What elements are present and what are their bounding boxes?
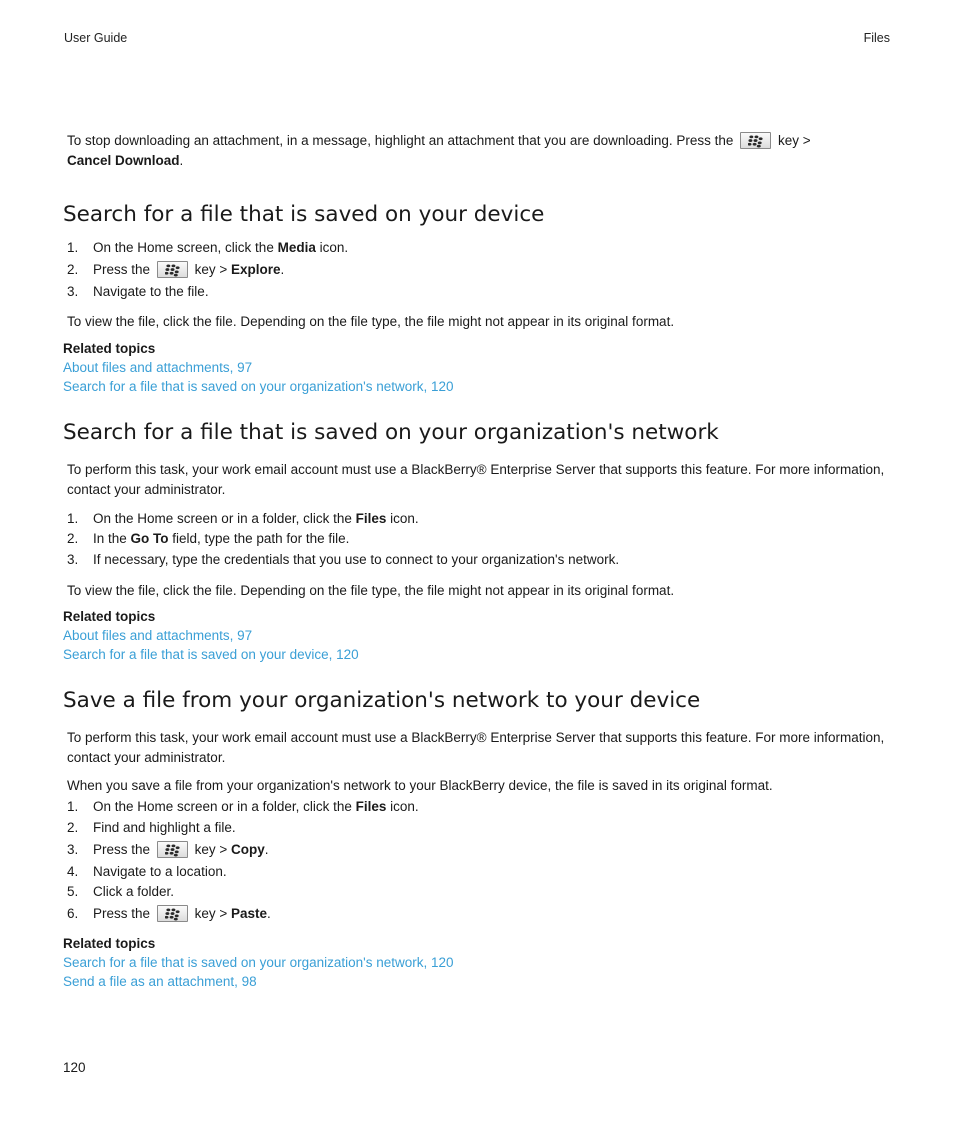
list-item xyxy=(67,882,174,901)
list-item xyxy=(67,509,419,528)
blackberry-menu-key-icon xyxy=(157,905,188,922)
intro-paragraph xyxy=(67,131,887,170)
running-header-right: Files xyxy=(863,31,890,45)
list-item xyxy=(67,529,349,548)
intro-end: . xyxy=(179,152,184,168)
step-text: key > xyxy=(194,906,231,921)
running-header-left: User Guide xyxy=(64,31,128,45)
related-link[interactable]: Search for a file that is saved on your organization's network, 120 xyxy=(63,379,454,394)
note-paragraph: To view the file, click the file. Depending on the file type, the file might not appear in its original format. xyxy=(67,583,675,598)
step-bold: Copy xyxy=(230,842,265,857)
step-number: 2. xyxy=(67,820,79,835)
related-link[interactable]: Search for a file that is saved on your organization's network, 120 xyxy=(63,955,454,970)
step-text: icon. xyxy=(386,799,419,814)
section-title-save-file: Save a file from your organization's network to your device xyxy=(63,688,701,713)
step-text: Find and highlight a file. xyxy=(93,820,236,835)
step-bold: Files xyxy=(355,511,387,526)
related-link[interactable]: Send a file as an attachment, 98 xyxy=(63,974,257,989)
step-bold: Explore xyxy=(230,262,281,277)
step-text: Navigate to a location. xyxy=(93,864,227,879)
list-item xyxy=(67,818,236,837)
list-item xyxy=(67,840,268,859)
step-number: 1. xyxy=(67,799,79,814)
step-text: icon. xyxy=(315,240,349,255)
step-text: key > xyxy=(194,262,231,277)
step-text: Click a folder. xyxy=(93,884,175,899)
step-number: 4. xyxy=(67,864,79,879)
step-text: icon. xyxy=(386,511,419,526)
related-topics-heading: Related topics xyxy=(63,341,156,356)
intro-bold-cancel-download: Cancel Download xyxy=(67,152,180,168)
list-item xyxy=(67,550,619,569)
step-number: 1. xyxy=(67,240,79,255)
info-paragraph: When you save a file from your organization's network to your BlackBerry device, the file is saved in its original format. xyxy=(67,778,773,793)
related-link[interactable]: Search for a file that is saved on your device, 120 xyxy=(63,647,359,662)
step-text: On the Home screen, click the xyxy=(93,240,278,255)
step-number: 1. xyxy=(67,511,79,526)
list-item xyxy=(67,862,227,881)
step-number: 3. xyxy=(67,552,79,567)
note-paragraph: To view the file, click the file. Depending on the file type, the file might not appear in its original format. xyxy=(67,314,675,329)
step-number: 3. xyxy=(67,284,79,299)
related-topics-heading: Related topics xyxy=(63,936,156,951)
step-bold: Go To xyxy=(130,531,169,546)
step-text: Press the xyxy=(93,906,151,921)
step-number: 2. xyxy=(67,531,79,546)
intro-text-key: key > xyxy=(777,133,811,148)
intro-text: To stop downloading an attachment, in a message, highlight an attachment that you are downloading. Press the xyxy=(67,133,734,148)
step-text: In the xyxy=(93,531,131,546)
step-text: field, type the path for the file. xyxy=(168,531,350,546)
blackberry-menu-key-icon xyxy=(157,841,188,858)
list-item xyxy=(67,282,209,301)
list-item xyxy=(67,904,271,923)
step-text: Navigate to the file. xyxy=(93,284,209,299)
step-text: If necessary, type the credentials that you use to connect to your organization's network. xyxy=(93,552,620,567)
list-item xyxy=(67,238,348,257)
step-text: . xyxy=(280,262,285,277)
step-bold: Media xyxy=(277,240,316,255)
step-number: 2. xyxy=(67,262,79,277)
section-title-network-search: Search for a file that is saved on your organization's network xyxy=(63,420,719,445)
requirement-paragraph: To perform this task, your work email account must use a BlackBerry® Enterprise Server that supports this feature. For more information, contact your administrator. xyxy=(67,462,885,497)
related-topics-heading: Related topics xyxy=(63,609,156,624)
step-text: . xyxy=(267,906,271,921)
requirement-paragraph: To perform this task, your work email account must use a BlackBerry® Enterprise Server that supports this feature. For more information, contact your administrator. xyxy=(67,730,885,765)
step-number: 5. xyxy=(67,884,79,899)
step-text: Press the xyxy=(93,842,151,857)
step-bold: Files xyxy=(355,799,387,814)
related-link[interactable]: About files and attachments, 97 xyxy=(63,628,253,643)
blackberry-menu-key-icon xyxy=(157,261,188,278)
section-title-device-search: Search for a file that is saved on your device xyxy=(63,202,545,227)
related-link[interactable]: About files and attachments, 97 xyxy=(63,360,253,375)
step-number: 3. xyxy=(67,842,79,857)
list-item xyxy=(67,797,419,816)
step-text: key > xyxy=(194,842,231,857)
step-text: On the Home screen or in a folder, click the xyxy=(93,799,356,814)
blackberry-menu-key-icon xyxy=(740,132,771,149)
step-text: On the Home screen or in a folder, click the xyxy=(93,511,356,526)
step-bold: Paste xyxy=(230,906,267,921)
page-number: 120 xyxy=(63,1060,86,1075)
step-text: Press the xyxy=(93,262,151,277)
list-item xyxy=(67,260,284,279)
step-text: . xyxy=(264,842,269,857)
step-number: 6. xyxy=(67,906,79,921)
